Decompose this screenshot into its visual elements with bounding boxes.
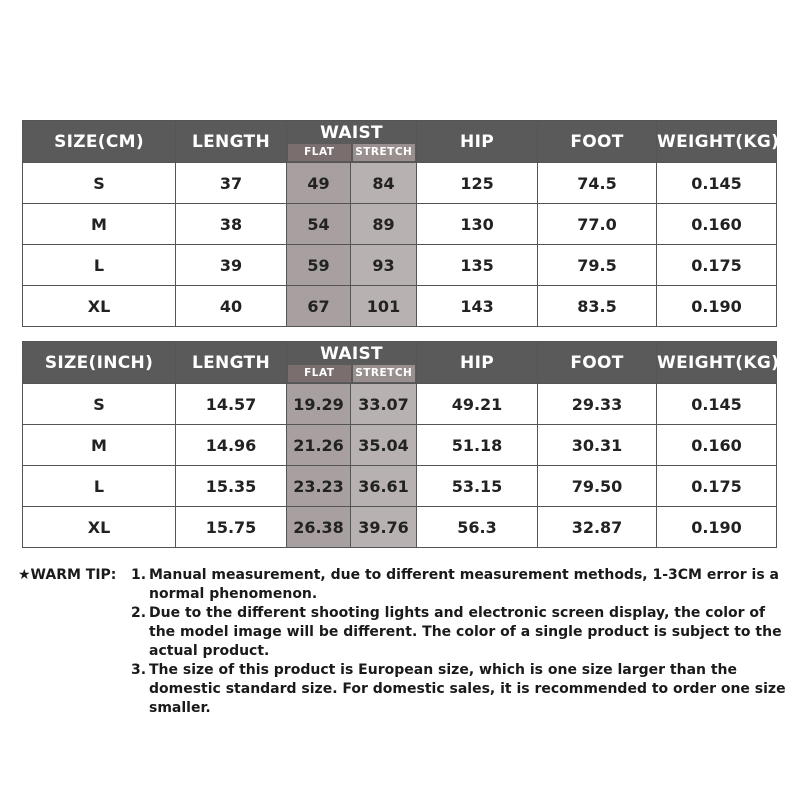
foot-cell: 32.87 (538, 507, 657, 548)
warm-tip-section (18, 566, 788, 718)
size-cell: M (23, 425, 176, 466)
table-row (23, 425, 777, 466)
weight-cell: 0.175 (657, 466, 777, 507)
waist-flat-cell: 26.38 (287, 507, 351, 548)
waist-stretch-cell: 33.07 (351, 384, 417, 425)
weight-cell: 0.160 (657, 425, 777, 466)
tip-text: The size of this product is European size, which is one size larger than the domestic standard size. For domestic sales, it is recommended to order one size smaller. (149, 662, 786, 716)
header-size: SIZE(CM) (23, 121, 176, 163)
header-waist-stretch: STRETCH (353, 144, 416, 161)
size-cell: L (23, 466, 176, 507)
tip-text: Manual measurement, due to different measurement methods, 1-3CM error is a normal phenomenon. (149, 567, 780, 602)
waist-flat-cell: 23.23 (287, 466, 351, 507)
table-row (23, 286, 777, 327)
header-hip: HIP (417, 121, 538, 163)
weight-cell: 0.160 (657, 204, 777, 245)
length-cell: 40 (176, 286, 287, 327)
header-weight: WEIGHT(KG) (657, 342, 777, 384)
hip-cell: 56.3 (417, 507, 538, 548)
weight-cell: 0.190 (657, 507, 777, 548)
foot-cell: 79.5 (538, 245, 657, 286)
length-cell: 14.96 (176, 425, 287, 466)
waist-flat-cell: 67 (287, 286, 351, 327)
size-cell: XL (23, 507, 176, 548)
table-header-row (23, 121, 777, 163)
waist-stretch-cell: 36.61 (351, 466, 417, 507)
table-row (23, 245, 777, 286)
header-foot: FOOT (538, 342, 657, 384)
warm-tip-item (131, 661, 788, 718)
size-cell: S (23, 384, 176, 425)
table-row (23, 507, 777, 548)
table-row (23, 466, 777, 507)
table-header-row (23, 342, 777, 384)
warm-tip-label: ★WARM TIP: (18, 567, 117, 583)
tip-number: 1. (131, 567, 147, 583)
foot-cell: 29.33 (538, 384, 657, 425)
hip-cell: 51.18 (417, 425, 538, 466)
hip-cell: 130 (417, 204, 538, 245)
hip-cell: 125 (417, 163, 538, 204)
size-cell: L (23, 245, 176, 286)
waist-flat-cell: 59 (287, 245, 351, 286)
waist-flat-cell: 21.26 (287, 425, 351, 466)
header-waist-label: WAIST (320, 122, 383, 143)
weight-cell: 0.175 (657, 245, 777, 286)
header-weight: WEIGHT(KG) (657, 121, 777, 163)
hip-cell: 143 (417, 286, 538, 327)
table-row (23, 384, 777, 425)
waist-flat-cell: 54 (287, 204, 351, 245)
length-cell: 37 (176, 163, 287, 204)
hip-cell: 135 (417, 245, 538, 286)
weight-cell: 0.190 (657, 286, 777, 327)
size-cell: S (23, 163, 176, 204)
tip-number: 2. (131, 605, 147, 621)
waist-stretch-cell: 35.04 (351, 425, 417, 466)
foot-cell: 30.31 (538, 425, 657, 466)
header-foot: FOOT (538, 121, 657, 163)
length-cell: 14.57 (176, 384, 287, 425)
header-waist-label: WAIST (320, 343, 383, 364)
size-chart-cm-table (22, 120, 780, 327)
header-hip: HIP (417, 342, 538, 384)
weight-cell: 0.145 (657, 384, 777, 425)
warm-tip-item (131, 566, 788, 604)
table-row (23, 204, 777, 245)
foot-cell: 83.5 (538, 286, 657, 327)
foot-cell: 79.50 (538, 466, 657, 507)
header-length: LENGTH (176, 121, 287, 163)
waist-stretch-cell: 39.76 (351, 507, 417, 548)
waist-stretch-cell: 93 (351, 245, 417, 286)
hip-cell: 53.15 (417, 466, 538, 507)
waist-stretch-cell: 101 (351, 286, 417, 327)
length-cell: 15.35 (176, 466, 287, 507)
warm-tip-list (131, 566, 788, 718)
header-waist-flat: FLAT (288, 144, 351, 161)
header-waist (287, 121, 417, 163)
header-waist (287, 342, 417, 384)
length-cell: 38 (176, 204, 287, 245)
weight-cell: 0.145 (657, 163, 777, 204)
size-cell: XL (23, 286, 176, 327)
waist-stretch-cell: 84 (351, 163, 417, 204)
table-row (23, 163, 777, 204)
foot-cell: 74.5 (538, 163, 657, 204)
waist-flat-cell: 49 (287, 163, 351, 204)
header-waist-flat: FLAT (288, 365, 351, 382)
length-cell: 15.75 (176, 507, 287, 548)
header-waist-stretch: STRETCH (353, 365, 416, 382)
tip-number: 3. (131, 662, 147, 678)
length-cell: 39 (176, 245, 287, 286)
size-chart-inch-table (22, 341, 780, 548)
waist-flat-cell: 19.29 (287, 384, 351, 425)
tip-text: Due to the different shooting lights and electronic screen display, the color of the model image will be different. The color of a single product is subject to the actual product. (149, 605, 782, 659)
header-size: SIZE(INCH) (23, 342, 176, 384)
waist-stretch-cell: 89 (351, 204, 417, 245)
foot-cell: 77.0 (538, 204, 657, 245)
header-length: LENGTH (176, 342, 287, 384)
size-cell: M (23, 204, 176, 245)
hip-cell: 49.21 (417, 384, 538, 425)
warm-tip-item (131, 604, 788, 661)
